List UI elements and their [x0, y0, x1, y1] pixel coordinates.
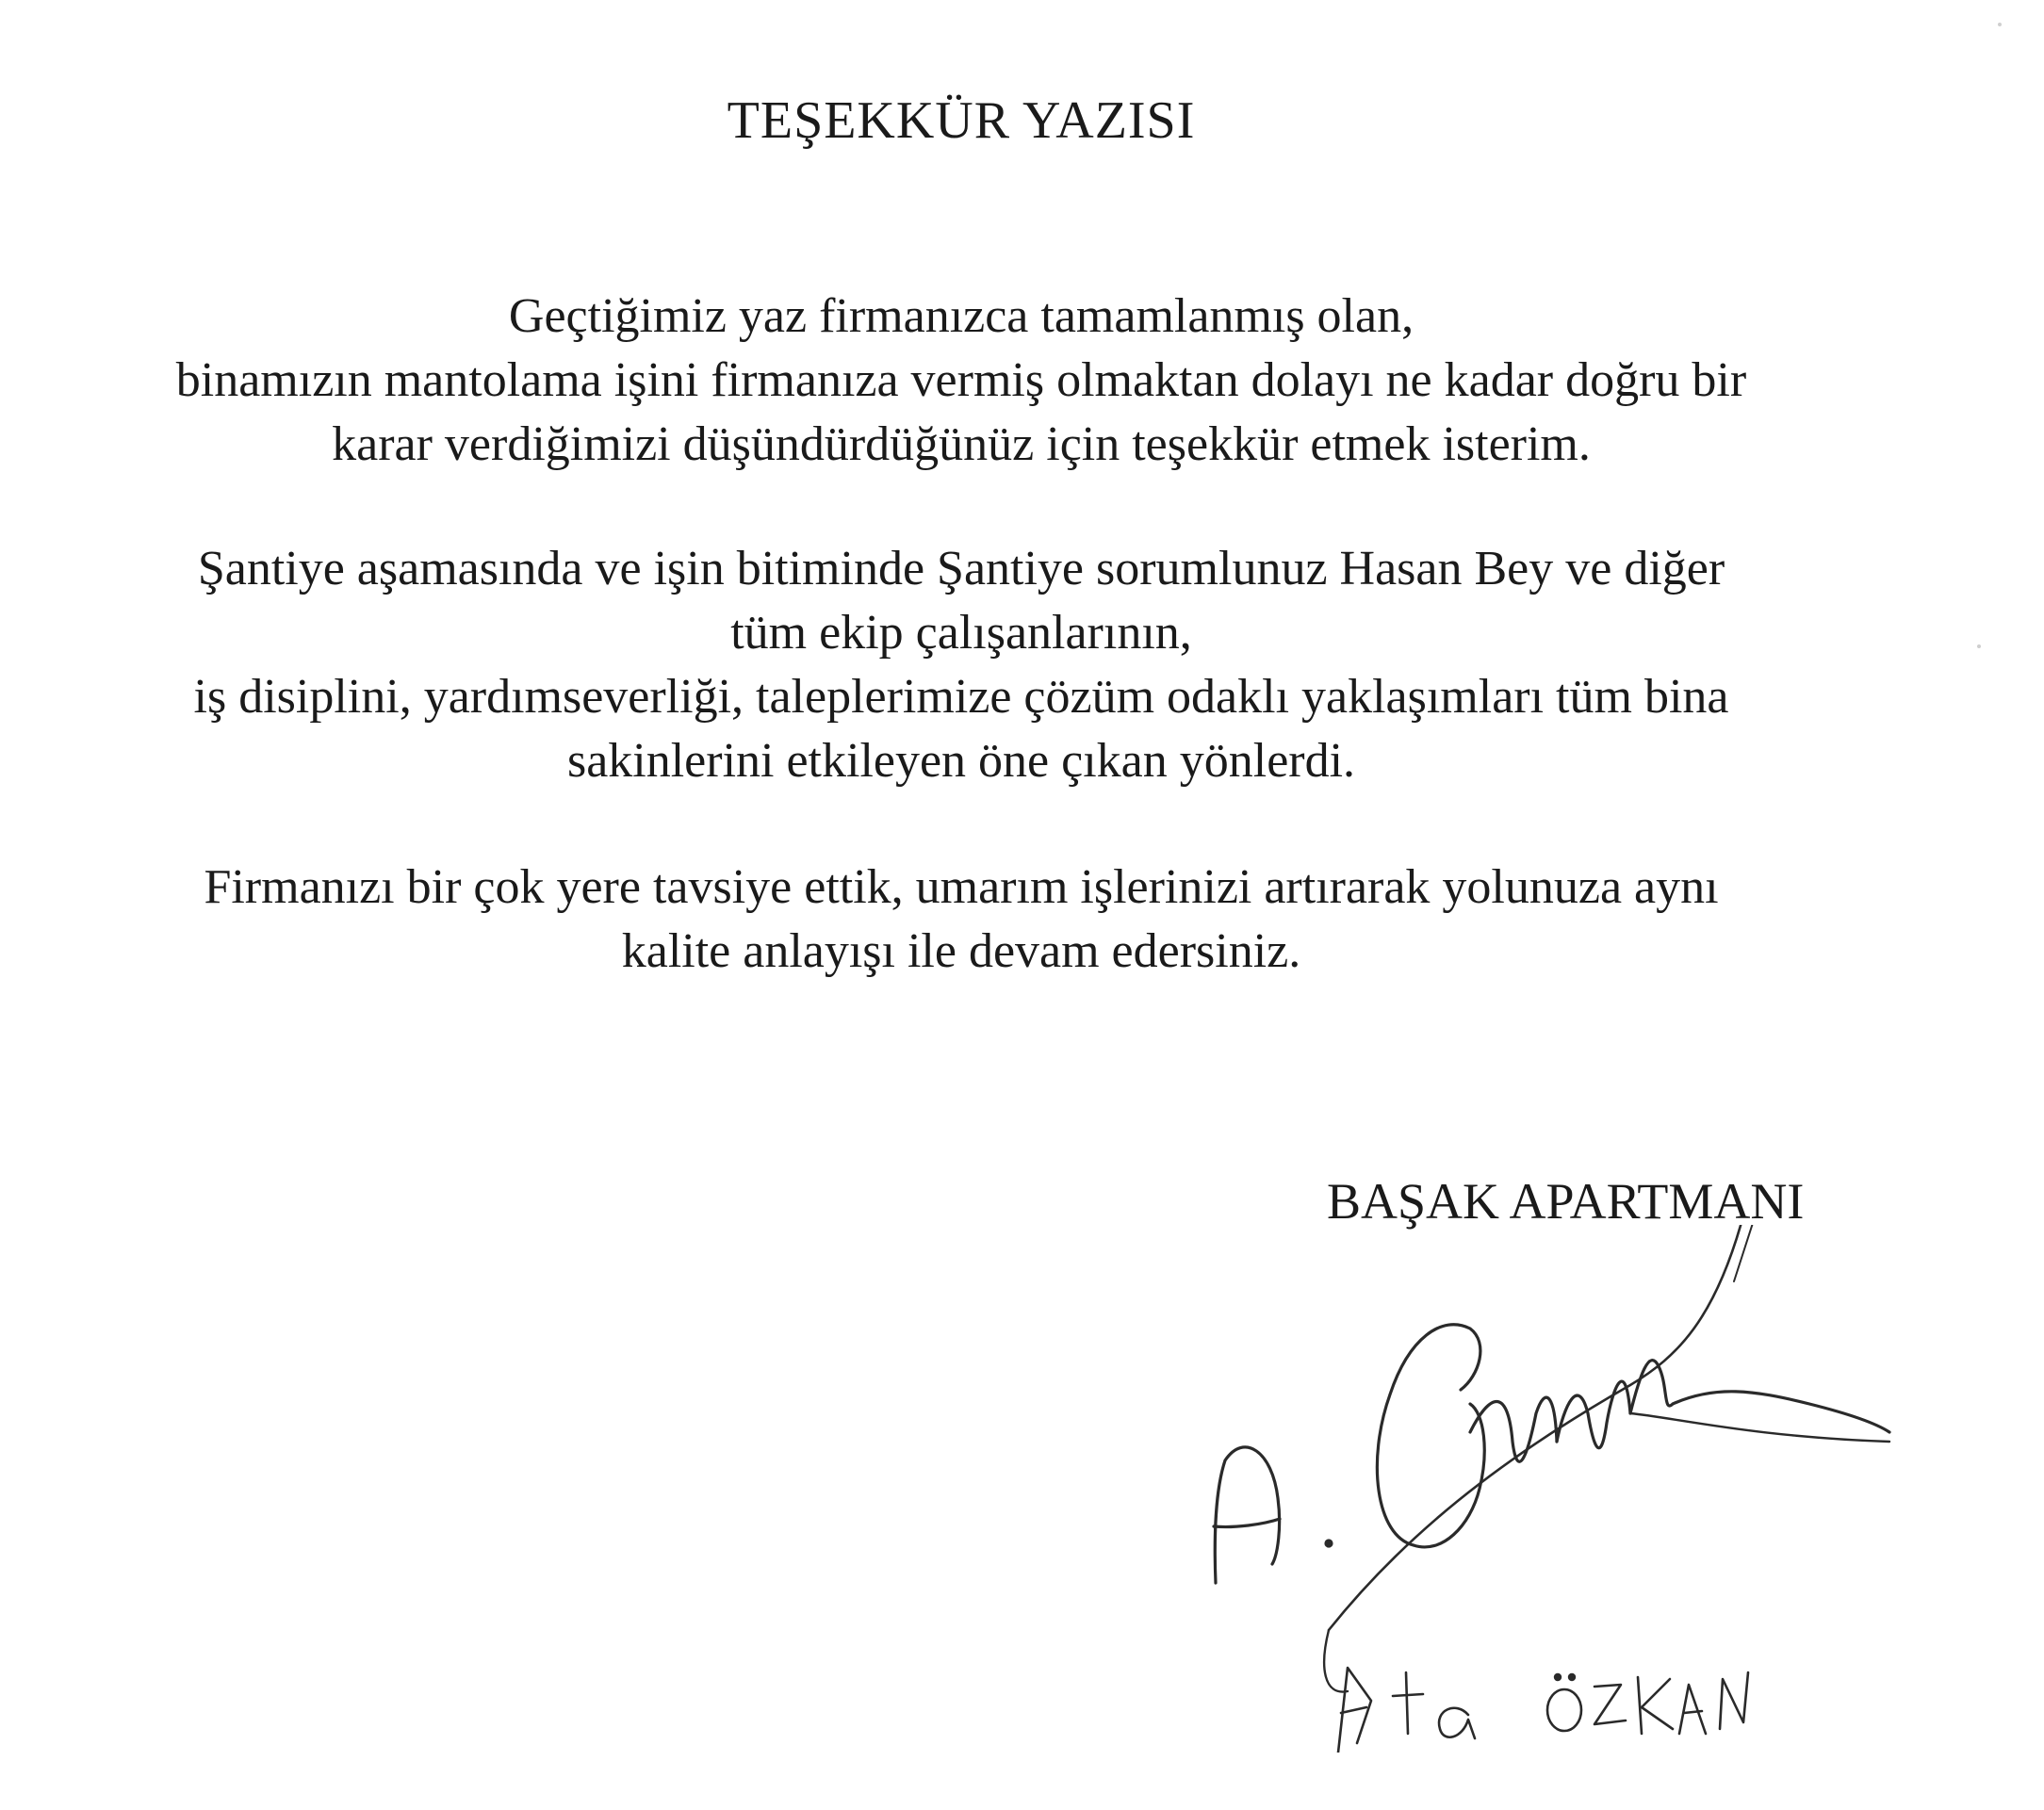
- letter-title: TEŞEKKÜR YAZISI: [727, 91, 1196, 150]
- paragraph-2-line: sakinlerini etkileyen öne çıkan yönlerdi.: [566, 734, 1356, 788]
- paragraph-2: [0, 537, 1922, 793]
- paragraph-1-line: karar verdiğimizi düşündürdüğünüz için teşekkür etmek isterim.: [332, 417, 1591, 471]
- paragraph-3: [0, 856, 1922, 984]
- signer-organization: BAŞAK APARTMANI: [1327, 1173, 1805, 1230]
- paragraph-2-line: iş disiplini, yardımseverliği, taleplerimize çözüm odaklı yaklaşımları tüm bina: [193, 670, 1729, 724]
- handwritten-signature: [1187, 1225, 1904, 1753]
- paragraph-2-line: Şantiye aşamasında ve işin bitiminde Şantiye sorumlunuz Hasan Bey ve diğer: [197, 542, 1725, 595]
- scan-speck: [1977, 644, 1981, 648]
- paragraph-1-line: binamızın mantolama işini firmanıza vermiş olmaktan dolayı ne kadar doğru bir: [175, 353, 1747, 407]
- paragraph-3-line: Firmanızı bir çok yere tavsiye ettik, umarım işlerinizi artırarak yolunuza aynı: [204, 860, 1719, 914]
- paragraph-1: [0, 285, 1922, 477]
- paragraph-1-line: Geçtiğimiz yaz firmanızca tamamlanmış olan,: [508, 289, 1414, 343]
- paragraph-2-line: tüm ekip çalışanlarının,: [730, 606, 1192, 660]
- paragraph-3-line: kalite anlayışı ile devam edersiniz.: [621, 924, 1301, 978]
- scan-speck: [1998, 23, 2002, 26]
